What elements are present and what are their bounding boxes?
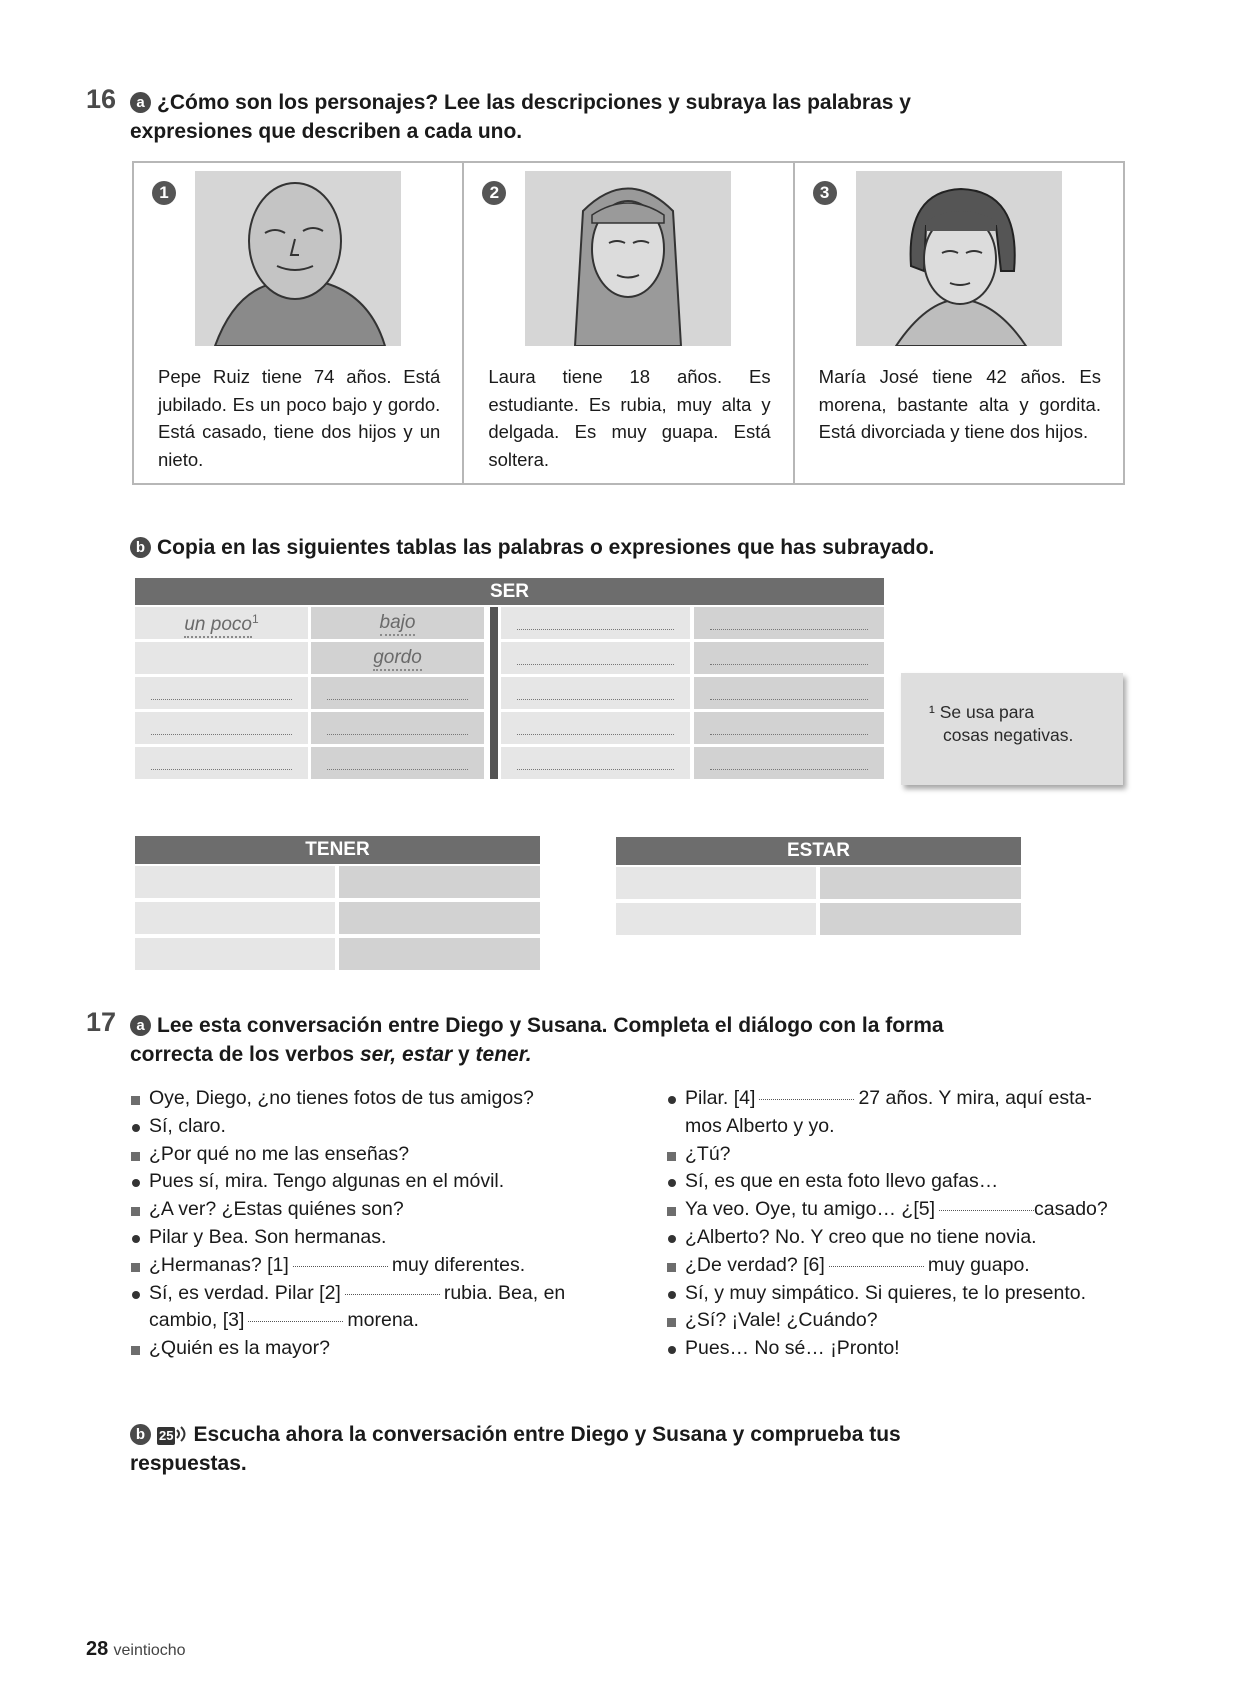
blank-5[interactable] (939, 1210, 1034, 1211)
ser-cell[interactable] (501, 642, 690, 674)
estar-cell[interactable] (820, 867, 1021, 899)
part-a-badge: a (130, 92, 151, 113)
ser-cell[interactable] (694, 642, 884, 674)
estar-table-header: ESTAR (616, 837, 1021, 865)
card-1 (134, 163, 464, 483)
part-b-badge: b (130, 537, 151, 558)
portrait-woman (856, 171, 1062, 346)
estar-cell[interactable] (820, 903, 1021, 935)
ser-table-header: SER (135, 578, 884, 605)
dialogue-line: ¿Tú? (667, 1141, 1137, 1169)
portrait-old-man (195, 171, 401, 346)
ser-cell[interactable] (135, 747, 308, 779)
tener-cell[interactable] (339, 866, 540, 898)
dialogue-line: Sí, claro. (131, 1113, 651, 1141)
blank-6[interactable] (829, 1266, 924, 1267)
ser-cell[interactable] (135, 642, 308, 674)
dialogue-line: Oye, Diego, ¿no tienes fotos de tus amigos? (131, 1085, 651, 1113)
ser-cell[interactable] (501, 747, 690, 779)
ser-cell[interactable] (694, 607, 884, 639)
part-a-badge: a (130, 1015, 151, 1036)
ex16a-instruction: a ¿Cómo son los personajes? Lee las descripciones y subraya las palabras y expresiones que describen a cada uno. (130, 91, 911, 143)
dialogue-line: ¿Por qué no me las enseñas? (131, 1141, 651, 1169)
card-number: 1 (152, 181, 176, 205)
dialogue-line: Pues sí, mira. Tengo algunas en el móvil. (131, 1168, 651, 1196)
ser-cell[interactable] (135, 712, 308, 744)
tener-cell[interactable] (135, 938, 335, 970)
page-footer (86, 1638, 186, 1661)
tener-cell[interactable] (339, 902, 540, 934)
dialogue-line: Pilar. [4] 27 años. Y mira, aquí esta- mos Alberto y yo. (667, 1085, 1137, 1141)
estar-table (616, 867, 1021, 935)
character-cards (132, 161, 1125, 485)
dialogue-line: Sí, y muy simpático. Si quieres, te lo presento. (667, 1280, 1137, 1308)
ser-cell[interactable] (311, 712, 484, 744)
ser-cell[interactable] (694, 712, 884, 744)
dialogue-right-column (667, 1085, 1137, 1363)
estar-cell[interactable] (616, 867, 816, 899)
ser-cell[interactable] (311, 747, 484, 779)
dialogue-line: Pues… No sé… ¡Pronto! (667, 1335, 1137, 1363)
dialogue-line: ¿Hermanas? [1] muy diferentes. (131, 1252, 651, 1280)
tener-cell[interactable] (135, 902, 335, 934)
dialogue-left-column (131, 1085, 651, 1363)
dialogue-line: Pilar y Bea. Son hermanas. (131, 1224, 651, 1252)
ex17b-instruction: b 25 Escucha ahora la conversación entre Diego y Susana y comprueba tus respuestas. (130, 1419, 1120, 1478)
tener-cell[interactable] (339, 938, 540, 970)
blank-2[interactable] (345, 1294, 440, 1295)
ser-cell[interactable] (694, 747, 884, 779)
page-number: 28 (86, 1638, 109, 1660)
dialogue-line: ¿Alberto? No. Y creo que no tiene novia. (667, 1224, 1137, 1252)
ex16b-instruction: b Copia en las siguientes tablas las palabras o expresiones que has subrayado. (130, 533, 1110, 562)
ser-cell[interactable] (501, 712, 690, 744)
ser-cell[interactable]: bajo (311, 607, 484, 639)
ser-table (135, 607, 884, 779)
ser-table-divider (490, 607, 498, 779)
blank-4[interactable] (759, 1099, 854, 1100)
card-2 (464, 163, 794, 483)
card-number: 2 (482, 181, 506, 205)
card-description: Laura tiene 18 años. Es estudiante. Es rubia, muy alta y delgada. Es muy guapa. Está soltera. (488, 366, 771, 470)
exercise-number-17: 17 (86, 1007, 117, 1037)
portrait-young-woman (525, 171, 731, 346)
page-number-word: veintiocho (113, 1642, 186, 1659)
card-description: Pepe Ruiz tiene 74 años. Está jubilado. Es un poco bajo y gordo. Está casado, tiene dos hijos y un nieto. (158, 366, 441, 470)
card-3 (795, 163, 1123, 483)
estar-cell[interactable] (616, 903, 816, 935)
dialogue-line: ¿Quién es la mayor? (131, 1335, 651, 1363)
ser-cell[interactable]: un poco$^1$ (135, 607, 308, 639)
exercise-number-16: 16 (86, 84, 117, 114)
audio-track-icon[interactable]: 25 (157, 1419, 187, 1448)
ser-cell[interactable] (501, 607, 690, 639)
blank-1[interactable] (293, 1266, 388, 1267)
tener-cell[interactable] (135, 866, 335, 898)
part-b-badge: b (130, 1424, 151, 1445)
ser-cell[interactable] (694, 677, 884, 709)
tener-table (135, 866, 540, 970)
dialogue-line: Sí, es verdad. Pilar [2] rubia. Bea, en cambio, [3] morena. (131, 1280, 651, 1336)
blank-3[interactable] (248, 1321, 343, 1322)
card-description: María José tiene 42 años. Es morena, bastante alta y gordita. Está divorciada y tiene dos hijos. (818, 366, 1101, 442)
ser-cell[interactable]: gordo (311, 642, 484, 674)
card-number: 3 (813, 181, 837, 205)
ser-cell[interactable] (311, 677, 484, 709)
dialogue-line: Sí, es que en esta foto llevo gafas… (667, 1168, 1137, 1196)
dialogue-line: Ya veo. Oye, tu amigo… ¿[5] casado? (667, 1196, 1137, 1224)
ex17a-instruction: a Lee esta conversación entre Diego y Susana. Completa el diálogo con la forma correcta de los verbos ser, estar y tener. (130, 1014, 944, 1066)
footnote-sticky-note: ¹ Se usa para cosas negativas. (901, 673, 1123, 785)
ser-cell[interactable] (135, 677, 308, 709)
tener-table-header: TENER (135, 836, 540, 864)
ser-cell[interactable] (501, 677, 690, 709)
dialogue-line: ¿De verdad? [6] muy guapo. (667, 1252, 1137, 1280)
dialogue-line: ¿Sí? ¡Vale! ¿Cuándo? (667, 1307, 1137, 1335)
dialogue-line: ¿A ver? ¿Estas quiénes son? (131, 1196, 651, 1224)
